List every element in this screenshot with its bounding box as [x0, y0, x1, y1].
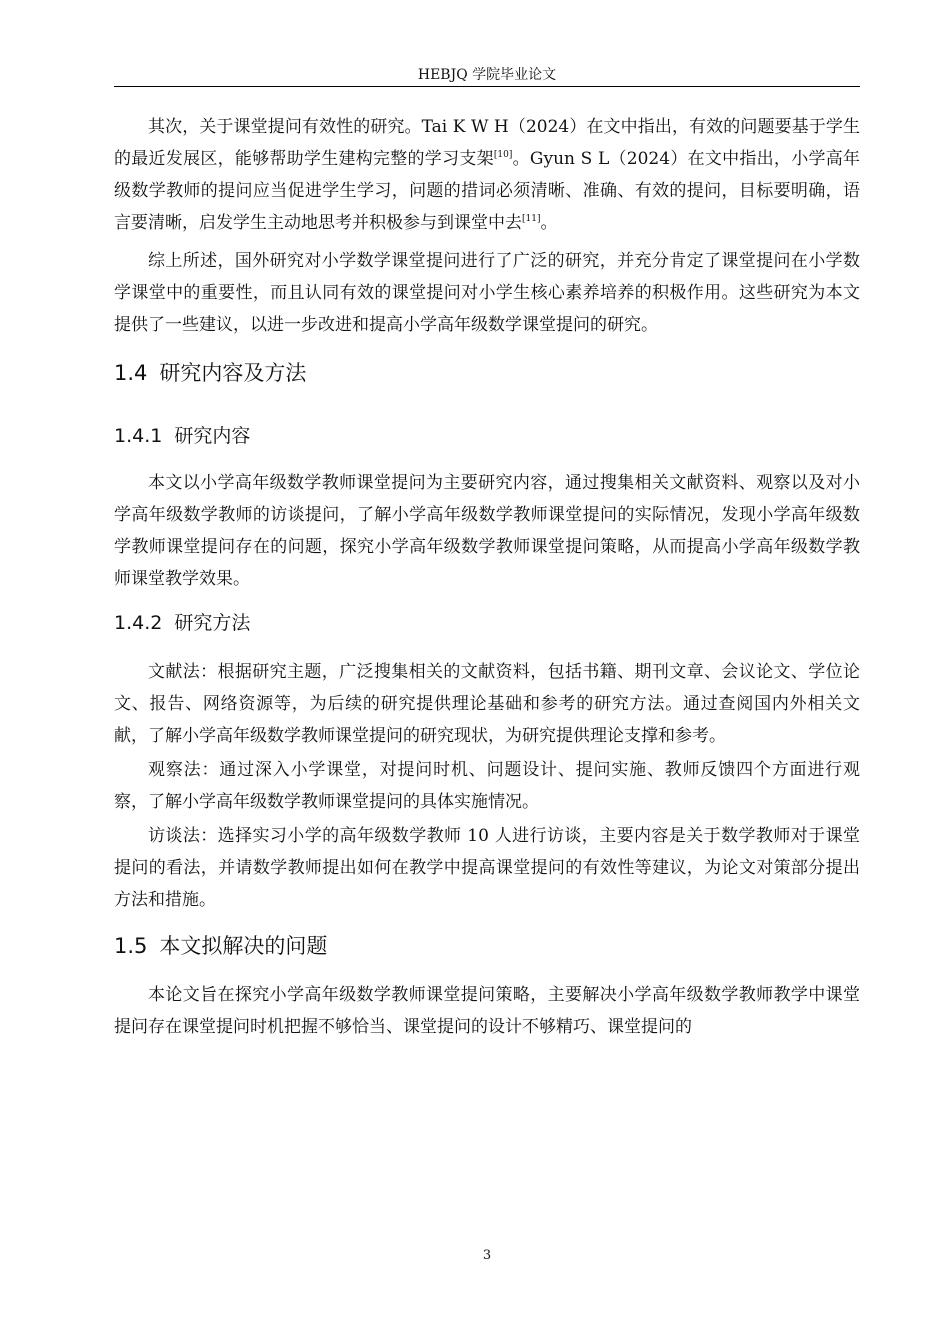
section-title: 研究内容及方法 — [159, 361, 307, 385]
paragraph-text: 。Gyun S L（2024）在文中指出，小学高年级数学教师的提问应当促进学生学习，问题的措词必须清晰、准确、有效的提问，目标要明确，语言要清晰，启发学生主动地思考并积极参与到课堂中去 — [114, 149, 861, 233]
section-number: 1.4.1 — [114, 425, 163, 447]
section-title: 本文拟解决的问题 — [159, 934, 328, 958]
section-number: 1.4 — [114, 361, 148, 385]
paragraph-text: 。 — [540, 213, 558, 233]
section-heading-1-4-1 — [114, 423, 860, 449]
citation-ref: [10] — [493, 150, 513, 160]
section-title: 研究方法 — [174, 612, 251, 634]
page-header: HEBJQ 学院毕业论文 — [417, 67, 557, 83]
page-body — [114, 111, 860, 1043]
section-number: 1.4.2 — [114, 612, 163, 634]
paragraph-effectiveness-research — [114, 111, 860, 239]
paragraph-observation-method: 观察法：通过深入小学课堂，对提问时机、问题设计、提问实施、教师反馈四个方面进行观察，了解小学高年级数学教师课堂提问的具体实施情况。 — [114, 760, 860, 812]
paragraph-literature-method: 文献法：根据研究主题，广泛搜集相关的文献资料，包括书籍、期刊文章、会议论文、学位论文、报告、网络资源等，为后续的研究提供理论基础和参考的研究方法。通过查阅国内外相关文献，了解小学高年级数学教师课堂提问的研究现状，为研究提供理论支撑和参考。 — [114, 662, 860, 746]
citation-ref: [11] — [522, 214, 541, 224]
header-divider — [114, 86, 860, 87]
section-heading-1-4 — [114, 359, 860, 387]
paragraph-interview-method: 访谈法：选择实习小学的高年级数学教师 10 人进行访谈，主要内容是关于数学教师对于课堂提问的看法，并请数学教师提出如何在教学中提高课堂提问的有效性等建议，为论文对策部分提出方法和措施。 — [114, 826, 860, 910]
paragraph-problems: 本论文旨在探究小学高年级数学教师课堂提问策略，主要解决小学高年级数学教师教学中课堂提问存在课堂提问时机把握不够恰当、课堂提问的设计不够精巧、课堂提问的 — [114, 985, 860, 1037]
section-heading-1-5 — [114, 932, 860, 960]
section-number: 1.5 — [114, 934, 148, 958]
paragraph-summary: 综上所述，国外研究对小学数学课堂提问进行了广泛的研究，并充分肯定了课堂提问在小学数学课堂中的重要性，而且认同有效的课堂提问对小学生核心素养培养的积极作用。这些研究为本文提供了一些建议，以进一步改进和提高小学高年级数学课堂提问的研究。 — [114, 251, 860, 335]
paragraph-research-content: 本文以小学高年级数学教师课堂提问为主要研究内容，通过搜集相关文献资料、观察以及对小学高年级数学教师的访谈提问，了解小学高年级数学教师课堂提问的实际情况，发现小学高年级数学教师课堂提问存在的问题，探究小学高年级数学教师课堂提问策略，从而提高小学高年级数学教师课堂教学效果。 — [114, 473, 860, 589]
paragraph-text: 其次，关于课堂提问有效性的研究。Tai K W H（2024）在文中指出，有效的问题要基于学生的最近发展区，能够帮助学生建构完整的学习支架 — [114, 117, 860, 169]
section-title: 研究内容 — [174, 425, 251, 447]
section-heading-1-4-2 — [114, 610, 860, 636]
page-number: 3 — [482, 1248, 492, 1263]
